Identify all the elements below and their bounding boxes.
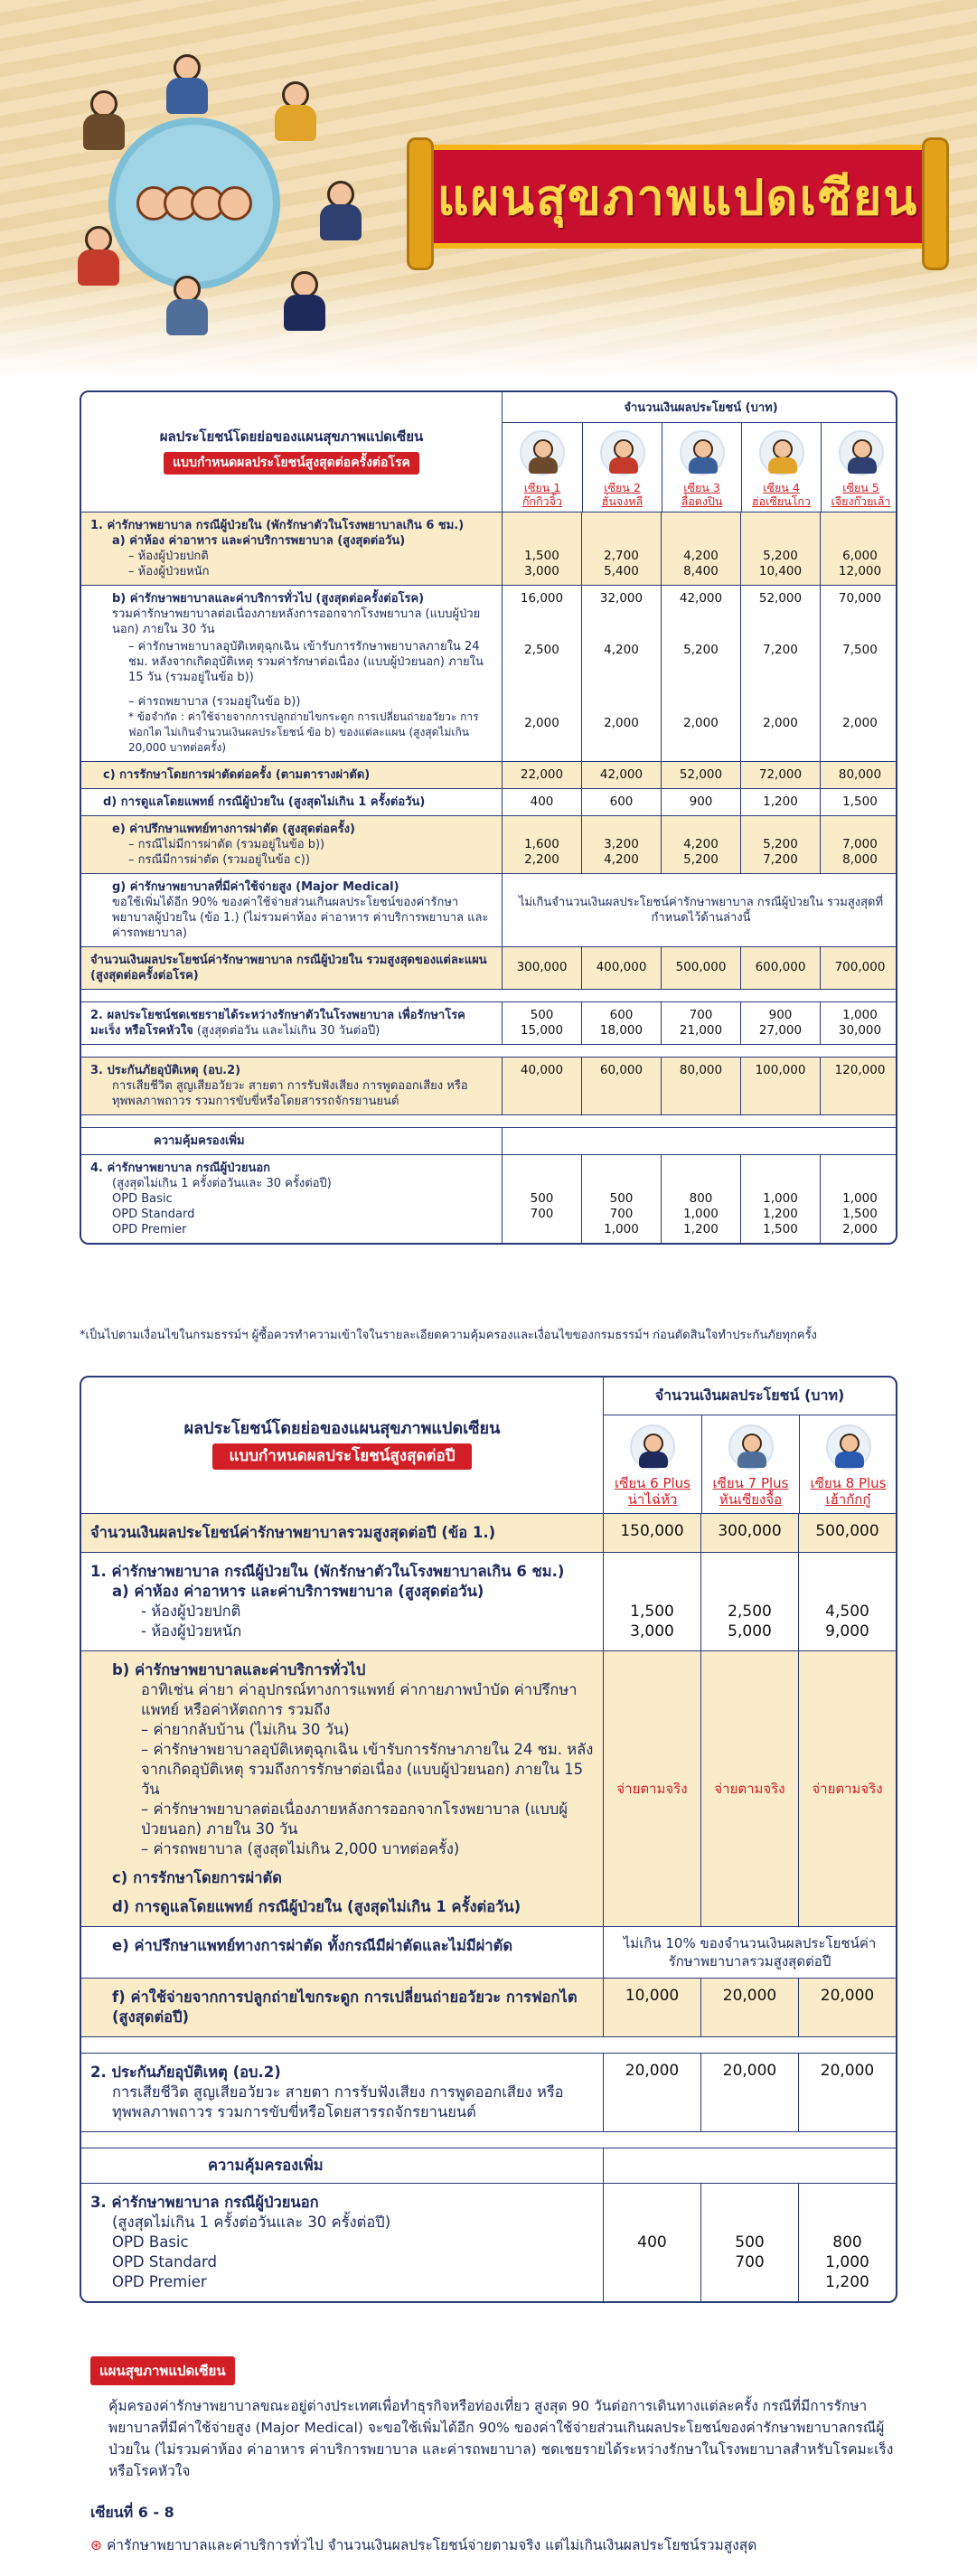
row-label [81, 2054, 603, 2131]
opd-plan-label: OPD Basic [112, 2233, 189, 2251]
plan-header-1 [503, 423, 582, 512]
value-cell: 5,200 7,200 [740, 816, 820, 873]
section-heading: 2. ผลประโยชน์ชดเชยรายได้ระหว่างรักษาตัวในโรงพยาบาล เพื่อรักษาโรคมะเร็ง หรือโรคหัวใจ [90, 1009, 465, 1038]
sage-avatar-icon [728, 1424, 774, 1470]
table1-row-1c [81, 761, 896, 788]
family-face-icon [218, 186, 252, 221]
section-heading: 2. ประกันภัยอุบัติเหตุ (อบ.2) [90, 2064, 281, 2081]
value-cell: 300,000 [700, 1514, 798, 1552]
value-cell: 52,000 [661, 762, 740, 788]
table2-row-1f [81, 1978, 896, 2036]
row-text: รวมค่ารักษาพยาบาลต่อเนื่องภายหลังการออกจากโรงพยาบาล (แบบผู้ป่วยนอก) ภายใน 30 วัน [112, 607, 481, 636]
table2-row-1a [81, 1552, 896, 1650]
table1-title: ผลประโยชน์โดยย่อของแผนสุขภาพแปดเซียน [159, 428, 424, 445]
table1-title-cell [81, 392, 502, 512]
value-cell: 20,000 [603, 2054, 700, 2131]
value-cell: 400 [502, 789, 581, 815]
plan-sage: ฮั่นจงหลี [601, 494, 644, 508]
value-cell: 600 [581, 789, 661, 815]
value-cell: 20,000 [700, 2054, 798, 2131]
value-cell: 70,000 7,500 2,000 [820, 586, 897, 761]
plan-sage: เฮ้ากักกู๋ [825, 1491, 871, 1508]
table1-gap [81, 1114, 896, 1127]
table2-gap [81, 2036, 896, 2053]
sage-illustration [80, 90, 128, 150]
row-text: อาทิเช่น ค่ายา ค่าอุปกรณ์ทางการแพทย์ ค่ากายภาพบำบัด ค่าปรึกษาแพทย์ หรือค่าหัตถการ รวมถึง [141, 1681, 578, 1718]
value-cell: 3,200 4,200 [581, 816, 661, 873]
row-label [81, 1002, 502, 1044]
row-label [81, 586, 502, 761]
hero-fade [0, 271, 977, 380]
table1-row-1a [81, 512, 896, 585]
value-cell: 20,000 [798, 2054, 896, 2131]
row-text: – ค่ารักษาพยาบาลอุบัติเหตุฉุกเฉิน เข้ารับการรักษาภายใน 24 ชม. หลังจากเกิดอุบัติเหตุ รวมถึงการรักษาต่อเนื่อง (แบบผู้ป่วยนอก) ภายใน 15 วัน [141, 1741, 594, 1798]
value-cell: 400,000 [581, 947, 661, 989]
table2-row-1b-1d [81, 1650, 896, 1926]
sage-illustration [280, 271, 329, 331]
row-label: c) การรักษาโดยการผ่าตัดต่อครั้ง (ตามตารางผ่าตัด) [103, 768, 371, 782]
value-cell: 1,600 2,200 [502, 816, 581, 873]
plan-name: เซียน 7 Plus [712, 1475, 789, 1491]
value-cell: 600,000 [740, 947, 820, 989]
sub-heading: e) ค่าปรึกษาแพทย์ทางการผ่าตัด (สูงสุดต่อครั้ง) [112, 823, 355, 836]
value-cell: 900 27,000 [740, 1002, 820, 1044]
row-label: จำนวนเงินผลประโยชน์ค่ารักษาพยาบาลรวมสูงสุดต่อปี (ข้อ 1.) [90, 1524, 496, 1541]
plan-header-8 [799, 1415, 897, 1513]
row-label [81, 1155, 502, 1243]
value-cell: 40,000 [502, 1058, 581, 1114]
plan-header-4 [741, 423, 821, 512]
row-label [81, 874, 502, 946]
row-text: – ค่ารถพยาบาล (สูงสุดไม่เกิน 2,000 บาทต่อครั้ง) [141, 1840, 460, 1857]
plan-header-7 [701, 1415, 799, 1513]
value-cell: 52,000 7,200 2,000 [740, 586, 820, 761]
sub-heading: b) ค่ารักษาพยาบาลและค่าบริการทั่วไป [112, 1661, 366, 1678]
row-text: การเสียชีวิต สูญเสียอวัยวะ สายตา การรับฟังเสียง การพูดออกเสียง หรือทุพพลภาพถาวร รวมการขับขี่หรือโดยสารรถจักรยานยนต์ [112, 2083, 564, 2120]
table1-row-2 [81, 1001, 896, 1044]
footer-tag-label: แผนสุขภาพแปดเซียน [90, 2356, 235, 2385]
value-cell: 500 700 [502, 1155, 581, 1243]
row-text: - ห้องผู้ป่วยปกติ [141, 1603, 241, 1620]
sub-heading: c) การรักษาโดยการผ่าตัด [112, 1869, 282, 1886]
pay-actual-cell: จ่ายตามจริง [603, 1651, 700, 1926]
row-text: – ห้องผู้ป่วยหนัก [128, 565, 210, 578]
plan-name: เซียน 6 Plus [615, 1475, 690, 1491]
footer-description: คุ้มครองค่ารักษาพยาบาลขณะอยู่ต่างประเทศเพื่อทำธุรกิจหรือท่องเที่ยว สูงสุด 90 วันต่อการเดินทางแต่ละครั้ง กรณีที่มีการรักษาพยาบาลที่มีค่าใช้จ่ายสูง (Major Medical) จะขอใช้เพิ่มได้อีก 90% ของค่าใช้จ่ายส่วนเกินผลประโยชน์ของค่ารักษาพยาบาลกรณีผู้ป่วยใน (ไม่รวมค่าห้อง ค่าอาหาร ค่าบริการพยาบาล และค่ารถพยาบาล) ชดเชยรายได้ระหว่างรักษาในโรงพยาบาลสำหรับโรคมะเร็งหรือโรคหัวใจ [108, 2398, 894, 2479]
value-cell: 7,000 8,000 [820, 816, 897, 873]
value-cell: 4,200 5,200 [661, 816, 740, 873]
pay-actual-cell: จ่ายตามจริง [798, 1651, 896, 1926]
row-text: (สูงสุดไม่เกิน 1 ครั้งต่อวันและ 30 ครั้งต่อปี) [112, 2214, 391, 2231]
table2-amount-header: จำนวนเงินผลประโยชน์ (บาท) [604, 1377, 896, 1415]
value-cell: 150,000 [603, 1514, 700, 1552]
value-cell: 5,200 10,400 [740, 512, 820, 585]
value-cell: 1,000 1,500 2,000 [820, 1155, 897, 1243]
row-text: – กรณีไม่มีการผ่าตัด (รวมอยู่ในข้อ b)) [128, 838, 325, 851]
row-text: การเสียชีวิต สูญเสียอวัยวะ สายตา การรับฟังเสียง การพูดออกเสียง หรือทุพพลภาพถาวร รวมการขับขี่หรือโดยสารรถจักรยานยนต์ [112, 1079, 468, 1108]
table1-gap [81, 989, 896, 1001]
plan-sage: ก๊กกิวจิ้ว [521, 494, 563, 508]
value-cell: 72,000 [740, 762, 820, 788]
sage-avatar-icon [600, 430, 645, 475]
opd-plan-label: OPD Standard [112, 1208, 195, 1221]
section-heading: 3. ประกันภัยอุบัติเหตุ (อบ.2) [90, 1064, 241, 1077]
table1-extra-heading-row [81, 1127, 896, 1154]
footer-tag [90, 2356, 235, 2385]
value-cell: 1,500 [820, 789, 897, 815]
plan-name: เซียน 2 [604, 481, 641, 494]
title-banner [425, 145, 931, 249]
plan-name: เซียน 1 [523, 481, 561, 494]
row-label: e) ค่าปรึกษาแพทย์ทางการผ่าตัด ทั้งกรณีมีผ่าตัดและไม่มีผ่าตัด [112, 1937, 513, 1954]
sage-avatar-icon [630, 1424, 675, 1470]
family-illustration [108, 118, 280, 289]
value-cell: 500,000 [798, 1514, 896, 1552]
plan-sage: หันเซียงจื้อ [719, 1491, 783, 1508]
plan-name: เซียน 8 Plus [810, 1475, 887, 1491]
sage-illustration [163, 54, 211, 114]
value-cell: 2,700 5,400 [581, 512, 661, 585]
table2-title: ผลประโยชน์โดยย่อของแผนสุขภาพแปดเซียน [183, 1419, 501, 1438]
bullet-icon: ⊛ [90, 2537, 102, 2553]
section-heading: 1. ค่ารักษาพยาบาล กรณีผู้ป่วยใน (พักรักษาตัวในโรงพยาบาลเกิน 6 ชม.) [90, 519, 465, 532]
value-cell: 800 1,000 1,200 [661, 1155, 740, 1243]
plan-header-5 [821, 423, 897, 512]
value-cell: 500 700 [700, 2184, 798, 2301]
section-heading: 4. ค่ารักษาพยาบาล กรณีผู้ป่วยนอก [90, 1161, 271, 1175]
value-cell: 600 18,000 [581, 1002, 661, 1044]
plan-header-3 [662, 423, 741, 512]
major-medical-value: ไม่เกินจำนวนเงินผลประโยชน์ค่ารักษาพยาบาล กรณีผู้ป่วยใน รวมสูงสุดที่กำหนดไว้ด้านล่างนี้ [502, 874, 897, 946]
row-text: – ค่ายากลับบ้าน (ไม่เกิน 30 วัน) [141, 1721, 350, 1738]
value-cell: 800 1,000 1,200 [798, 2184, 896, 2301]
table2-title-cell [81, 1377, 603, 1513]
banner-title: แผนสุขภาพแปดเซียน [437, 167, 919, 226]
opd-plan-label: OPD Basic [112, 1192, 173, 1206]
sage-illustration [163, 276, 211, 335]
table1-subtitle: แบบกำหนดผลประโยชน์สูงสุดต่อครั้งต่อโรค [164, 452, 419, 475]
value-cell: 1,200 [740, 789, 820, 815]
disclaimer-footnote: *เป็นไปตามเงื่อนไขในกรมธรรม์ฯ ผู้ซื้อควรทำความเข้าใจในรายละเอียดความคุ้มครองและเงื่อนไขของกรมธรรม์ฯ ก่อนตัดสินใจทำประกันภัยทุกครั้ง [80, 1329, 817, 1342]
value-cell: 500 15,000 [502, 1002, 581, 1044]
value-cell: 80,000 [661, 1058, 740, 1114]
row-note: * ข้อจำกัด : ค่าใช้จ่ายจากการปลูกถ่ายไขกระดูก การเปลี่ยนถ่ายอวัยวะ การฟอกไต ไม่เกินจำนวนเงินผลประโยชน์ ข้อ b) ของแต่ละแผน (สูงสุดไม่เกิน 20,000 บาทต่อครั้ง) [128, 710, 479, 754]
sage-avatar-icon [520, 430, 565, 475]
value-cell: 20,000 [700, 1979, 798, 2036]
plan-name: เซียน 5 [842, 481, 879, 494]
extra-coverage-heading: ความคุ้มครองเพิ่ม [154, 1134, 245, 1148]
row-label [81, 1651, 603, 1926]
opd-plan-label: OPD Premier [112, 2273, 207, 2290]
sage-illustration [271, 81, 320, 141]
table2-gap [81, 2131, 896, 2148]
value-cell: 32,000 4,200 2,000 [581, 586, 661, 761]
sub-heading: g) ค่ารักษาพยาบาลที่มีค่าใช้จ่ายสูง (Major Medical) [112, 880, 399, 894]
table1-row-1g [81, 873, 896, 946]
sage-avatar-icon [680, 430, 725, 475]
value-cell: 120,000 [820, 1058, 897, 1114]
table2-header [81, 1377, 896, 1513]
row-text: (สูงสุดต่อวัน และไม่เกิน 30 วันต่อปี) [196, 1024, 380, 1038]
row-label [81, 512, 502, 585]
table1-row-4 [81, 1154, 896, 1243]
table2-row-3 [81, 2183, 896, 2301]
value-cell: 4,500 9,000 [798, 1553, 896, 1650]
sage-avatar-icon [826, 1424, 871, 1470]
value-cell: 400 [603, 2184, 700, 2301]
opd-plan-label: OPD Standard [112, 2253, 217, 2270]
table1-gap [81, 1044, 896, 1057]
plan-sage: ฮ่อเซียนโกว [751, 494, 812, 508]
sub-heading: d) การดูแลโดยแพทย์ กรณีผู้ป่วยใน (สูงสุดไม่เกิน 1 ครั้งต่อวัน) [112, 1898, 521, 1915]
value-cell: 500 700 1,000 [581, 1155, 661, 1243]
value-cell: 60,000 [581, 1058, 661, 1114]
table2-plan-header [603, 1377, 896, 1513]
row-text: ขอใช้เพิ่มได้อีก 90% ของค่าใช้จ่ายส่วนเกินผลประโยชน์ของค่ารักษาพยาบาลผู้ป่วยใน (ข้อ 1.) (ไม่รวมค่าห้อง ค่าอาหาร ค่าบริการพยาบาล และค่ารถพยาบาล) [112, 896, 489, 940]
value-cell: 1,500 3,000 [603, 1553, 700, 1650]
row-label [81, 1553, 603, 1650]
row-text: - ห้องผู้ป่วยหนัก [141, 1622, 242, 1640]
value-cell: 500,000 [661, 947, 740, 989]
row-text: (สูงสุดไม่เกิน 1 ครั้งต่อวันและ 30 ครั้งต่อปี) [112, 1177, 332, 1190]
plan-header-6 [604, 1415, 701, 1513]
row-label [81, 816, 502, 873]
value-cell: 6,000 12,000 [820, 512, 897, 585]
plan-sage: น่าไฉ่หัว [627, 1491, 678, 1508]
value-cell: 300,000 [502, 947, 581, 989]
sub-heading: a) ค่าห้อง ค่าอาหาร และค่าบริการพยาบาล (สูงสุดต่อวัน) [112, 534, 406, 548]
row-text: – ค่ารักษาพยาบาลต่อเนื่องภายหลังการออกจากโรงพยาบาล (แบบผู้ป่วยนอก) ภายใน 30 วัน [141, 1800, 568, 1838]
value-cell: 1,000 1,200 1,500 [740, 1155, 820, 1243]
pay-actual-cell: จ่ายตามจริง [700, 1651, 798, 1926]
table1-row-total [81, 946, 896, 989]
value-cell: 42,000 [581, 762, 661, 788]
sage-avatar-icon [839, 430, 884, 475]
footer-bullet-text: ค่ารักษาพยาบาลและค่าบริการทั่วไป จำนวนเงินผลประโยชน์จ่ายตามจริง แต่ไม่เกินเงินผลประโยชน์รวมสูงสุด [106, 2537, 757, 2553]
table1-row-3 [81, 1057, 896, 1114]
section-heading: 3. ค่ารักษาพยาบาล กรณีผู้ป่วยนอก [90, 2194, 319, 2211]
table2-row-1e [81, 1926, 896, 1978]
value-cell: 1,500 3,000 [502, 512, 581, 585]
value-cell: 16,000 2,500 2,000 [502, 586, 581, 761]
table2-subtitle: แบบกำหนดผลประโยชน์สูงสุดต่อปี [212, 1443, 471, 1470]
table1-plan-header [502, 392, 897, 512]
table2-row-total [81, 1513, 896, 1552]
opd-plan-label: OPD Premier [112, 1223, 187, 1236]
section-heading: 1. ค่ารักษาพยาบาล กรณีผู้ป่วยใน (พักรักษาตัวในโรงพยาบาลเกิน 6 ชม.) [90, 1563, 565, 1580]
row-text: – กรณีมีการผ่าตัด (รวมอยู่ในข้อ c)) [128, 853, 310, 867]
row-text: – ค่ารักษาพยาบาลอุบัติเหตุฉุกเฉิน เข้ารับการรักษาพยาบาลภายใน 24 ชม. หลังจากเกิดอุบัติเหตุ รวมค่ารักษาต่อเนื่อง (แบบผู้ป่วยนอก) ภายใน 15 วัน (รวมอยู่ในข้อ b)) [128, 640, 484, 684]
value-cell: 900 [661, 789, 740, 815]
plan-name: เซียน 3 [683, 481, 720, 494]
row-text: – ห้องผู้ป่วยปกติ [128, 550, 209, 563]
table1-header [81, 392, 896, 512]
sub-heading: a) ค่าห้อง ค่าอาหาร และค่าบริการพยาบาล (สูงสุดต่อวัน) [112, 1583, 484, 1600]
table1-amount-header: จำนวนเงินผลประโยชน์ (บาท) [503, 392, 897, 423]
row-text: – ค่ารถพยาบาล (รวมอยู่ในข้อ b)) [128, 695, 301, 709]
row-label [81, 2184, 603, 2301]
value-cell: 20,000 [798, 1979, 896, 2036]
plan-sage: ลื่อตงปิน [681, 494, 723, 508]
plan-header-2 [582, 423, 662, 512]
value-cell: 42,000 5,200 2,000 [661, 586, 740, 761]
benefit-table-per-year [80, 1376, 897, 2303]
table1-row-1d [81, 788, 896, 815]
benefit-table-per-illness [80, 390, 897, 1245]
footer-bullet [90, 2534, 931, 2556]
table2-row-2 [81, 2053, 896, 2131]
value-cell: 700,000 [820, 947, 897, 989]
plan-sage: เจียงก๊วยเล้า [831, 494, 891, 508]
value-cell: 700 21,000 [661, 1002, 740, 1044]
table1-row-1b [81, 585, 896, 761]
value-cell: 100,000 [740, 1058, 820, 1114]
value-cell: 22,000 [502, 762, 581, 788]
row-label: f) ค่าใช้จ่ายจากการปลูกถ่ายไขกระดูก การเปลี่ยนถ่ายอวัยวะ การฟอกไต (สูงสุดต่อปี) [112, 1988, 578, 2026]
value-cell: 10,000 [603, 1979, 700, 2036]
value-cell: 1,000 30,000 [820, 1002, 897, 1044]
value-cell: 2,500 5,000 [700, 1553, 798, 1650]
value-cell: 80,000 [820, 762, 897, 788]
table1-row-1e [81, 815, 896, 873]
extra-coverage-heading: ความคุ้มครองเพิ่ม [208, 2157, 324, 2174]
sage-illustration [74, 226, 123, 286]
row-label [81, 1058, 502, 1114]
surgery-consult-value: ไม่เกิน 10% ของจำนวนเงินผลประโยชน์ค่ารักษาพยาบาลรวมสูงสุดต่อปี [603, 1927, 896, 1978]
plan-name: เซียน 4 [763, 481, 800, 494]
table2-extra-heading-row [81, 2148, 896, 2183]
sage-avatar-icon [759, 430, 804, 475]
row-label: จำนวนเงินผลประโยชน์ค่ารักษาพยาบาล กรณีผู้ป่วยใน รวมสูงสุดของแต่ละแผน (สูงสุดต่อครั้งต่อโรค) [90, 954, 487, 982]
sub-heading: b) ค่ารักษาพยาบาลและค่าบริการทั่วไป (สูงสุดต่อครั้งต่อโรค) [112, 592, 425, 606]
value-cell: 4,200 8,400 [661, 512, 740, 585]
sage-illustration [316, 181, 365, 240]
row-label: d) การดูแลโดยแพทย์ กรณีผู้ป่วยใน (สูงสุดไม่เกิน 1 ครั้งต่อวัน) [103, 795, 426, 809]
footer-subheading: เซียนที่ 6 - 8 [90, 2504, 174, 2521]
